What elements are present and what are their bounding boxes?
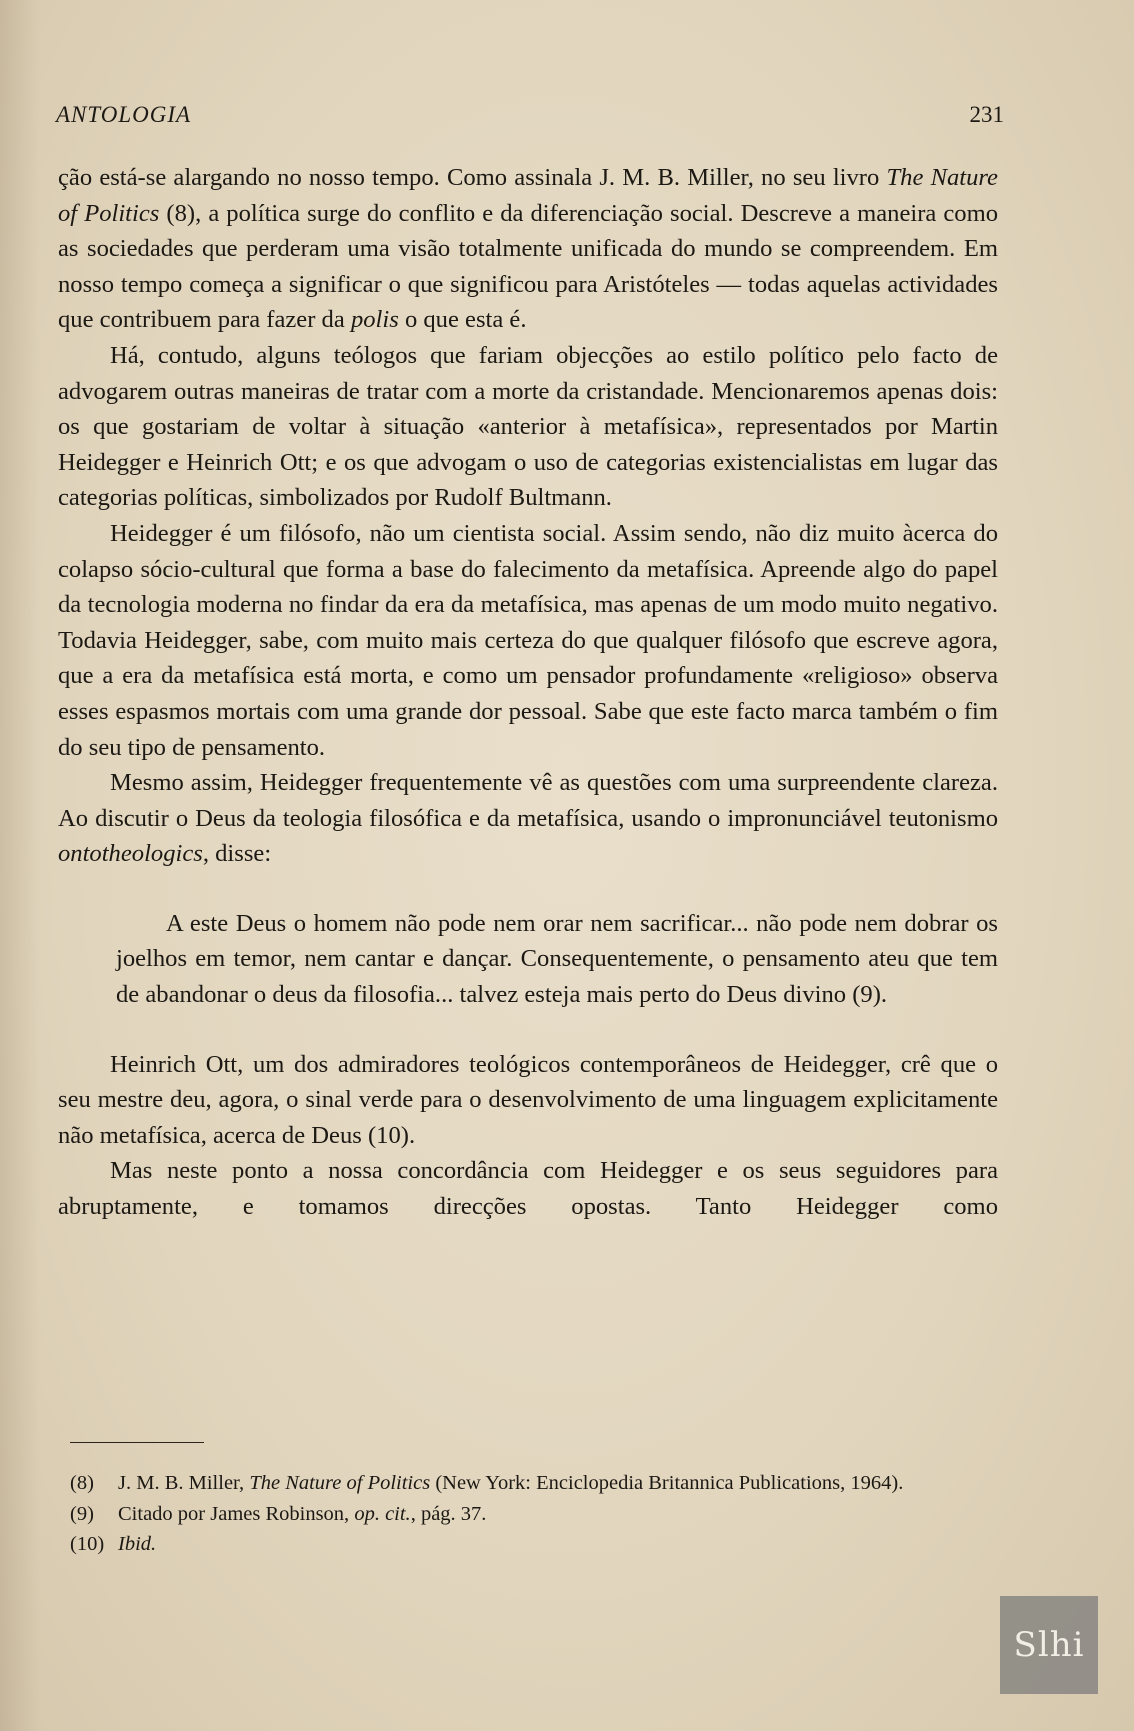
footnote-divider	[70, 1442, 204, 1443]
footnote-text	[118, 1499, 1000, 1530]
footnote-mark: (8)	[70, 1472, 94, 1494]
block-quote: A este Deus o homem não pode nem orar nem sacrificar... não pode nem dobrar os joelhos em temor, nem cantar e dançar. Consequentemente, o pensamento ateu que tem de abandonar o deus da filosofia... talvez esteja mais perto do Deus divino (9).	[116, 909, 998, 1009]
page-edge-shadow	[0, 0, 40, 1731]
paragraph-5: Heinrich Ott, um dos admiradores teológicos contemporâneos de Heidegger, crê que o seu mestre deu, agora, o sinal verde para o desenvolvimento de uma linguagem explicitamente não metafísica, acerca de Deus (10).	[58, 1050, 998, 1149]
paragraph-1	[58, 160, 998, 338]
footnote-lead: J. M. B. Miller,	[118, 1472, 245, 1494]
ontotheologics-term: ontotheologics	[58, 840, 203, 868]
library-logo	[1000, 1596, 1098, 1694]
footnote-10	[70, 1529, 1000, 1560]
page-number: 231	[969, 102, 1004, 127]
footnote-title: Ibid.	[118, 1533, 157, 1555]
footnote-text	[118, 1529, 1000, 1560]
paragraph-2: Há, contudo, alguns teólogos que fariam objecções ao estilo político pelo facto de advogarem outras maneiras de tratar com a morte da cristandade. Mencionaremos apenas dois: os que gostariam de voltar à situação «anterior à metafísica», representados por Martin Heidegger e Heinrich Ott; e os que advogam o uso de categorias existencialistas em lugar das categorias políticas, simbolizados por Rudolf Bultmann.	[58, 341, 998, 512]
paragraph-6: Mas neste ponto a nossa concordância com Heidegger e os seus seguidores para abruptamente, e tomamos direcções opostas. Tanto Heidegger como	[58, 1157, 998, 1221]
running-title: ANTOLOGIA	[56, 102, 192, 127]
page-header	[56, 102, 1004, 128]
paragraph-4-text: Mesmo assim, Heidegger frequentemente vê as questões com uma surpreendente clareza. Ao discutir o Deus da teologia filosófica e da metafísica, usando o impronunciável teutonismo	[58, 769, 998, 832]
footnote-rest: (New York: Enciclopedia Britannica Publications, 1964).	[435, 1472, 904, 1494]
paragraph-3: Heidegger é um filósofo, não um cientista social. Assim sendo, não diz muito àcerca do colapso sócio-cultural que forma a base do falecimento da metafísica. Apreende algo do papel da tecnologia moderna no findar da era da metafísica, mas apenas de um modo muito negativo. Todavia Heidegger, sabe, com muito mais certeza do que qualquer filósofo que escreve agora, que a era da metafísica está morta, e como um pensador profundamente «religioso» observa esses espasmos mortais com uma grande dor pessoal. Sabe que este facto marca também o fim do seu tipo de pensamento.	[58, 519, 998, 761]
footnote-8	[70, 1468, 1000, 1499]
footnote-mark: (10)	[70, 1533, 105, 1555]
footnote-title: op. cit.	[354, 1502, 411, 1525]
footnote-mark: (9)	[70, 1502, 94, 1525]
paragraph-4	[58, 765, 998, 872]
footnotes	[70, 1468, 1000, 1560]
footnote-title: The Nature of Politics	[249, 1472, 431, 1494]
paragraph-1-text: ção está-se alargando no nosso tempo. Como assinala J. M. B. Miller, no seu livro	[58, 164, 880, 191]
paragraph-1-end: o que esta é.	[404, 306, 527, 334]
footnote-text	[118, 1468, 1000, 1499]
footnote-rest: , pág. 37.	[410, 1502, 487, 1525]
book-title: The Nature of Politics	[58, 164, 998, 227]
footnote-lead: Citado por James Robinson,	[118, 1502, 350, 1525]
paragraph-4-end: , disse:	[202, 840, 272, 868]
footnote-9	[70, 1499, 1000, 1530]
paragraph-1-rest: , a política surge do conflito e da diferenciação social. Descreve a maneira como as sociedades que perderam uma visão totalmente unificada do mundo se compreendem. Em nosso tempo começa a significar o que significou para Aristóteles — todas aquelas actividades que contribuem para fazer da	[58, 199, 999, 334]
footnote-ref-8: (8)	[166, 199, 196, 227]
body-text	[58, 160, 998, 1225]
logo-text: Slhi	[1013, 1625, 1085, 1665]
polis-term: polis	[350, 306, 399, 334]
